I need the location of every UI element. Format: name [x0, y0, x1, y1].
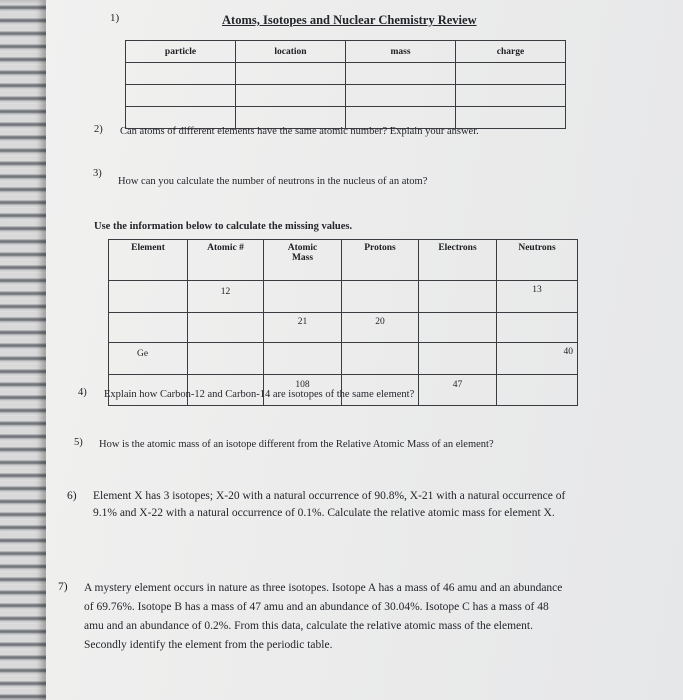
header-cell: [264, 240, 342, 281]
q7-line: Secondly identify the element from the periodic table.: [84, 639, 333, 651]
q7-text: [84, 579, 562, 655]
table-cell[interactable]: [126, 85, 236, 107]
table-row: [109, 281, 578, 313]
header-cell: charge: [456, 41, 566, 63]
spiral-binding: [0, 0, 46, 700]
header-cell: Atomic #: [188, 240, 264, 281]
table-row: [109, 313, 578, 343]
table-cell[interactable]: 13: [497, 281, 578, 313]
table-row: [109, 343, 578, 375]
table-cell[interactable]: [346, 63, 456, 85]
table-cell[interactable]: [456, 63, 566, 85]
header-cell: mass: [346, 41, 456, 63]
q6-line: 9.1% and X-22 with a natural occurrence of 0.1%. Calculate the relative atomic mass for element X.: [93, 507, 555, 519]
table-cell[interactable]: [188, 343, 264, 375]
q2-number: 2): [94, 124, 103, 135]
table-cell[interactable]: 12: [188, 281, 264, 313]
q7-line: of 69.76%. Isotope B has a mass of 47 amu and an abundance of 30.04%. Isotope C has a mass of 48: [84, 601, 549, 613]
table-cell[interactable]: [264, 281, 342, 313]
table-cell[interactable]: [342, 343, 419, 375]
header-cell: location: [236, 41, 346, 63]
header-cell: particle: [126, 41, 236, 63]
table-row: [126, 85, 566, 107]
table-cell[interactable]: [236, 63, 346, 85]
q4-number: 4): [78, 387, 87, 398]
table-cell[interactable]: [419, 313, 497, 343]
q6-text: [93, 488, 565, 522]
instructions: Use the information below to calculate the missing values.: [94, 221, 353, 232]
header-cell: Protons: [342, 240, 419, 281]
table-cell[interactable]: 108: [264, 375, 342, 406]
header-cell: Neutrons: [497, 240, 578, 281]
q6-number: 6): [67, 490, 77, 502]
table-cell[interactable]: [109, 281, 188, 313]
table-cell[interactable]: 21: [264, 313, 342, 343]
q4-text: Explain how Carbon-12 and Carbon-14 are isotopes of the same element?: [104, 389, 415, 400]
q7-line: A mystery element occurs in nature as three isotopes. Isotope A has a mass of 46 amu and an abundance: [84, 582, 563, 594]
particle-table: [125, 40, 566, 129]
table-header-row: [109, 240, 578, 281]
q7-line: amu and an abundance of 0.2%. From this data, calculate the relative atomic mass of the element.: [84, 620, 533, 632]
q5-number: 5): [74, 437, 83, 448]
atomic-mass-header: Atomic Mass: [287, 243, 318, 263]
table-row: [126, 63, 566, 85]
table-cell[interactable]: [126, 63, 236, 85]
q3-text: How can you calculate the number of neutrons in the nucleus of an atom?: [118, 176, 428, 187]
table-cell[interactable]: [456, 85, 566, 107]
table-header-row: [126, 41, 566, 63]
table-cell[interactable]: [264, 343, 342, 375]
header-cell: Electrons: [419, 240, 497, 281]
q3-number: 3): [93, 168, 102, 179]
q1-number: 1): [110, 12, 120, 24]
table-cell[interactable]: [188, 313, 264, 343]
table-cell[interactable]: [419, 343, 497, 375]
table-cell[interactable]: [346, 85, 456, 107]
q7-number: 7): [58, 581, 68, 593]
table-cell[interactable]: [236, 85, 346, 107]
table-cell[interactable]: [497, 313, 578, 343]
table-cell[interactable]: [419, 281, 497, 313]
q5-text: How is the atomic mass of an isotope different from the Relative Atomic Mass of an element?: [99, 439, 494, 450]
q6-line: Element X has 3 isotopes; X-20 with a natural occurrence of 90.8%, X-21 with a natural occurrence of: [93, 490, 566, 502]
page-title: Atoms, Isotopes and Nuclear Chemistry Review: [222, 13, 477, 27]
element-table: [108, 239, 578, 406]
table-cell[interactable]: [109, 313, 188, 343]
q2-text: Can atoms of different elements have the same atomic number? Explain your answer.: [120, 126, 479, 137]
table-cell[interactable]: [497, 375, 578, 406]
table-cell[interactable]: 20: [342, 313, 419, 343]
table-cell[interactable]: [342, 281, 419, 313]
table-cell[interactable]: 40: [497, 343, 578, 375]
header-cell: Element: [109, 240, 188, 281]
table-cell[interactable]: 47: [419, 375, 497, 406]
table-cell[interactable]: Ge: [109, 343, 188, 375]
